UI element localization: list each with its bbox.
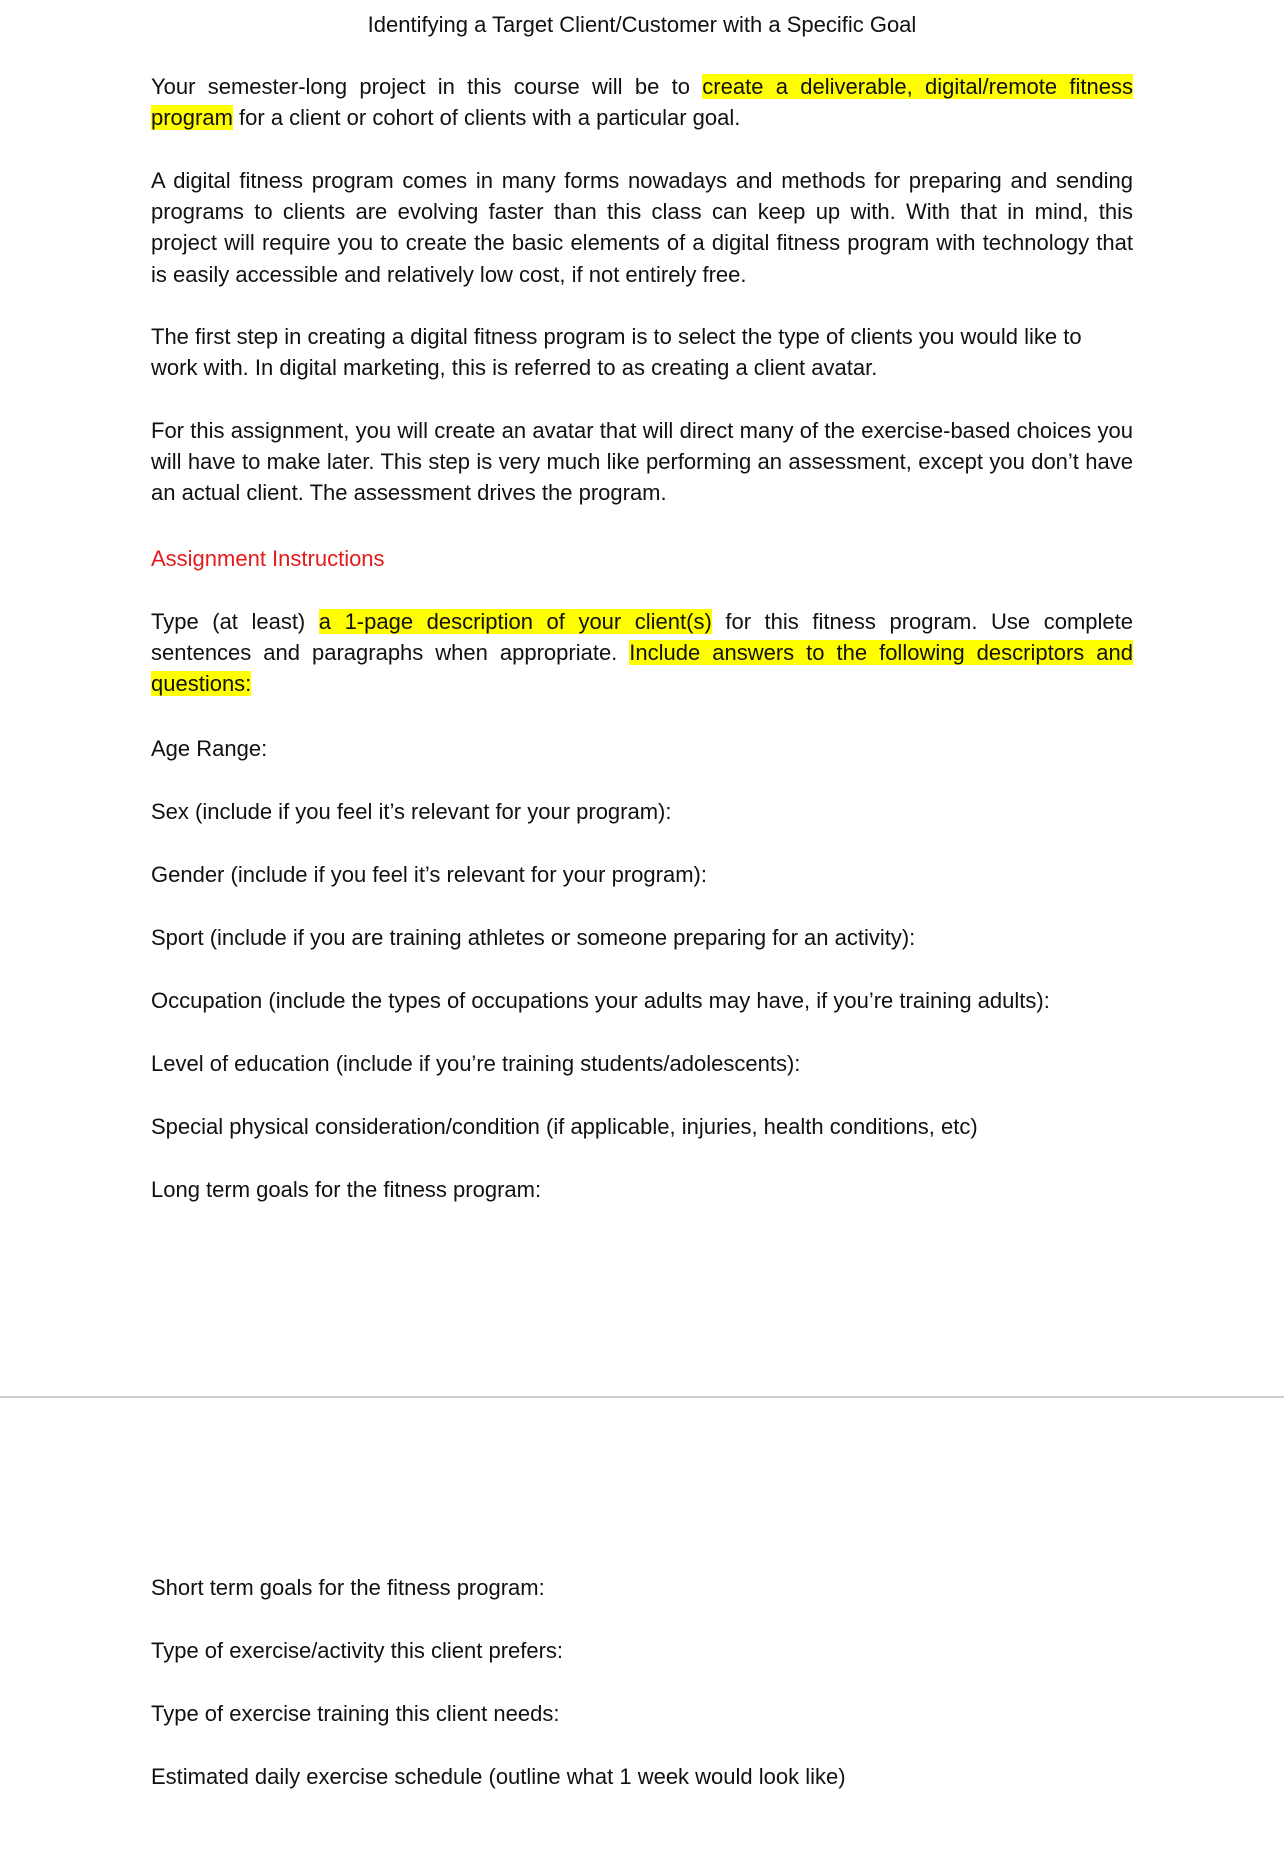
question-education	[151, 1048, 1133, 1079]
question-long-term-text: Long term goals for the fitness program:	[151, 1177, 542, 1202]
assignment-text: For this assignment, you will create an avatar that will direct many of the exercise-based choices you will have to make later. This step is very much like performing an assessment, except you don’t have an actual client. The assessment drives the program.	[151, 418, 1133, 506]
section-heading-text: Assignment Instructions	[151, 546, 385, 571]
digital-program-paragraph	[151, 165, 1133, 290]
question-short-term-goals	[151, 1572, 1133, 1603]
instructions-part2: for this fitness program. Use complete sentences and paragraphs when appropriate.	[151, 609, 1133, 666]
question-training-needs	[151, 1698, 1133, 1729]
first-step-paragraph	[151, 321, 1133, 383]
section-heading	[151, 543, 1133, 574]
assignment-paragraph	[151, 415, 1133, 509]
question-needs-text: Type of exercise training this client needs:	[151, 1701, 560, 1726]
first-step-text: The first step in creating a digital fitness program is to select the type of clients you would like to work with. In digital marketing, this is referred to as creating a client avatar.	[151, 324, 1082, 381]
instructions-part1: Type (at least)	[151, 609, 319, 634]
question-special-condition	[151, 1111, 1133, 1142]
question-special-text: Special physical consideration/condition (if applicable, injuries, health conditions, etc)	[151, 1114, 978, 1139]
intro-highlight: create a deliverable, digital/remote fitness program	[151, 74, 1133, 131]
question-sport	[151, 922, 1133, 953]
intro-paragraph	[151, 71, 1133, 133]
question-exercise-preference	[151, 1635, 1133, 1666]
question-age-text: Age Range:	[151, 736, 268, 761]
question-sex-text: Sex (include if you feel it’s relevant for your program):	[151, 799, 672, 824]
intro-text-after: for a client or cohort of clients with a particular goal.	[232, 105, 741, 131]
instructions-paragraph	[151, 606, 1133, 700]
question-sex	[151, 796, 1133, 827]
question-occupation	[151, 985, 1133, 1016]
question-schedule-text: Estimated daily exercise schedule (outline what 1 week would look like)	[151, 1764, 846, 1789]
question-gender-text: Gender (include if you feel it’s relevant for your program):	[151, 862, 707, 887]
question-sport-text: Sport (include if you are training athletes or someone preparing for an activity):	[151, 925, 916, 950]
question-exercise-schedule	[151, 1761, 1133, 1792]
document-title: Identifying a Target Client/Customer with a Specific Goal	[367, 12, 917, 37]
question-long-term-goals	[151, 1174, 1133, 1205]
instructions-highlight-1: a 1-page description of your client(s)	[318, 609, 712, 634]
question-age-range	[151, 733, 1133, 764]
intro-text-before: Your semester-long project in this course will be to	[151, 74, 703, 99]
instructions-highlight-2: Include answers to the following descriptors and questions:	[151, 640, 1133, 697]
question-occupation-text: Occupation (include the types of occupations your adults may have, if you’re training adults):	[151, 988, 1050, 1013]
question-prefers-text: Type of exercise/activity this client prefers:	[151, 1638, 564, 1663]
digital-program-text: A digital fitness program comes in many forms nowadays and methods for preparing and sending programs to clients are evolving faster than this class can keep up with. With that in mind, this project will require you to create the basic elements of a digital fitness program with technology that is easily accessible and relatively low cost, if not entirely free.	[151, 168, 1133, 287]
question-short-term-text: Short term goals for the fitness program:	[151, 1575, 545, 1600]
document-page-2	[0, 1398, 1284, 1876]
question-gender	[151, 859, 1133, 890]
question-education-text: Level of education (include if you’re training students/adolescents):	[151, 1051, 801, 1076]
